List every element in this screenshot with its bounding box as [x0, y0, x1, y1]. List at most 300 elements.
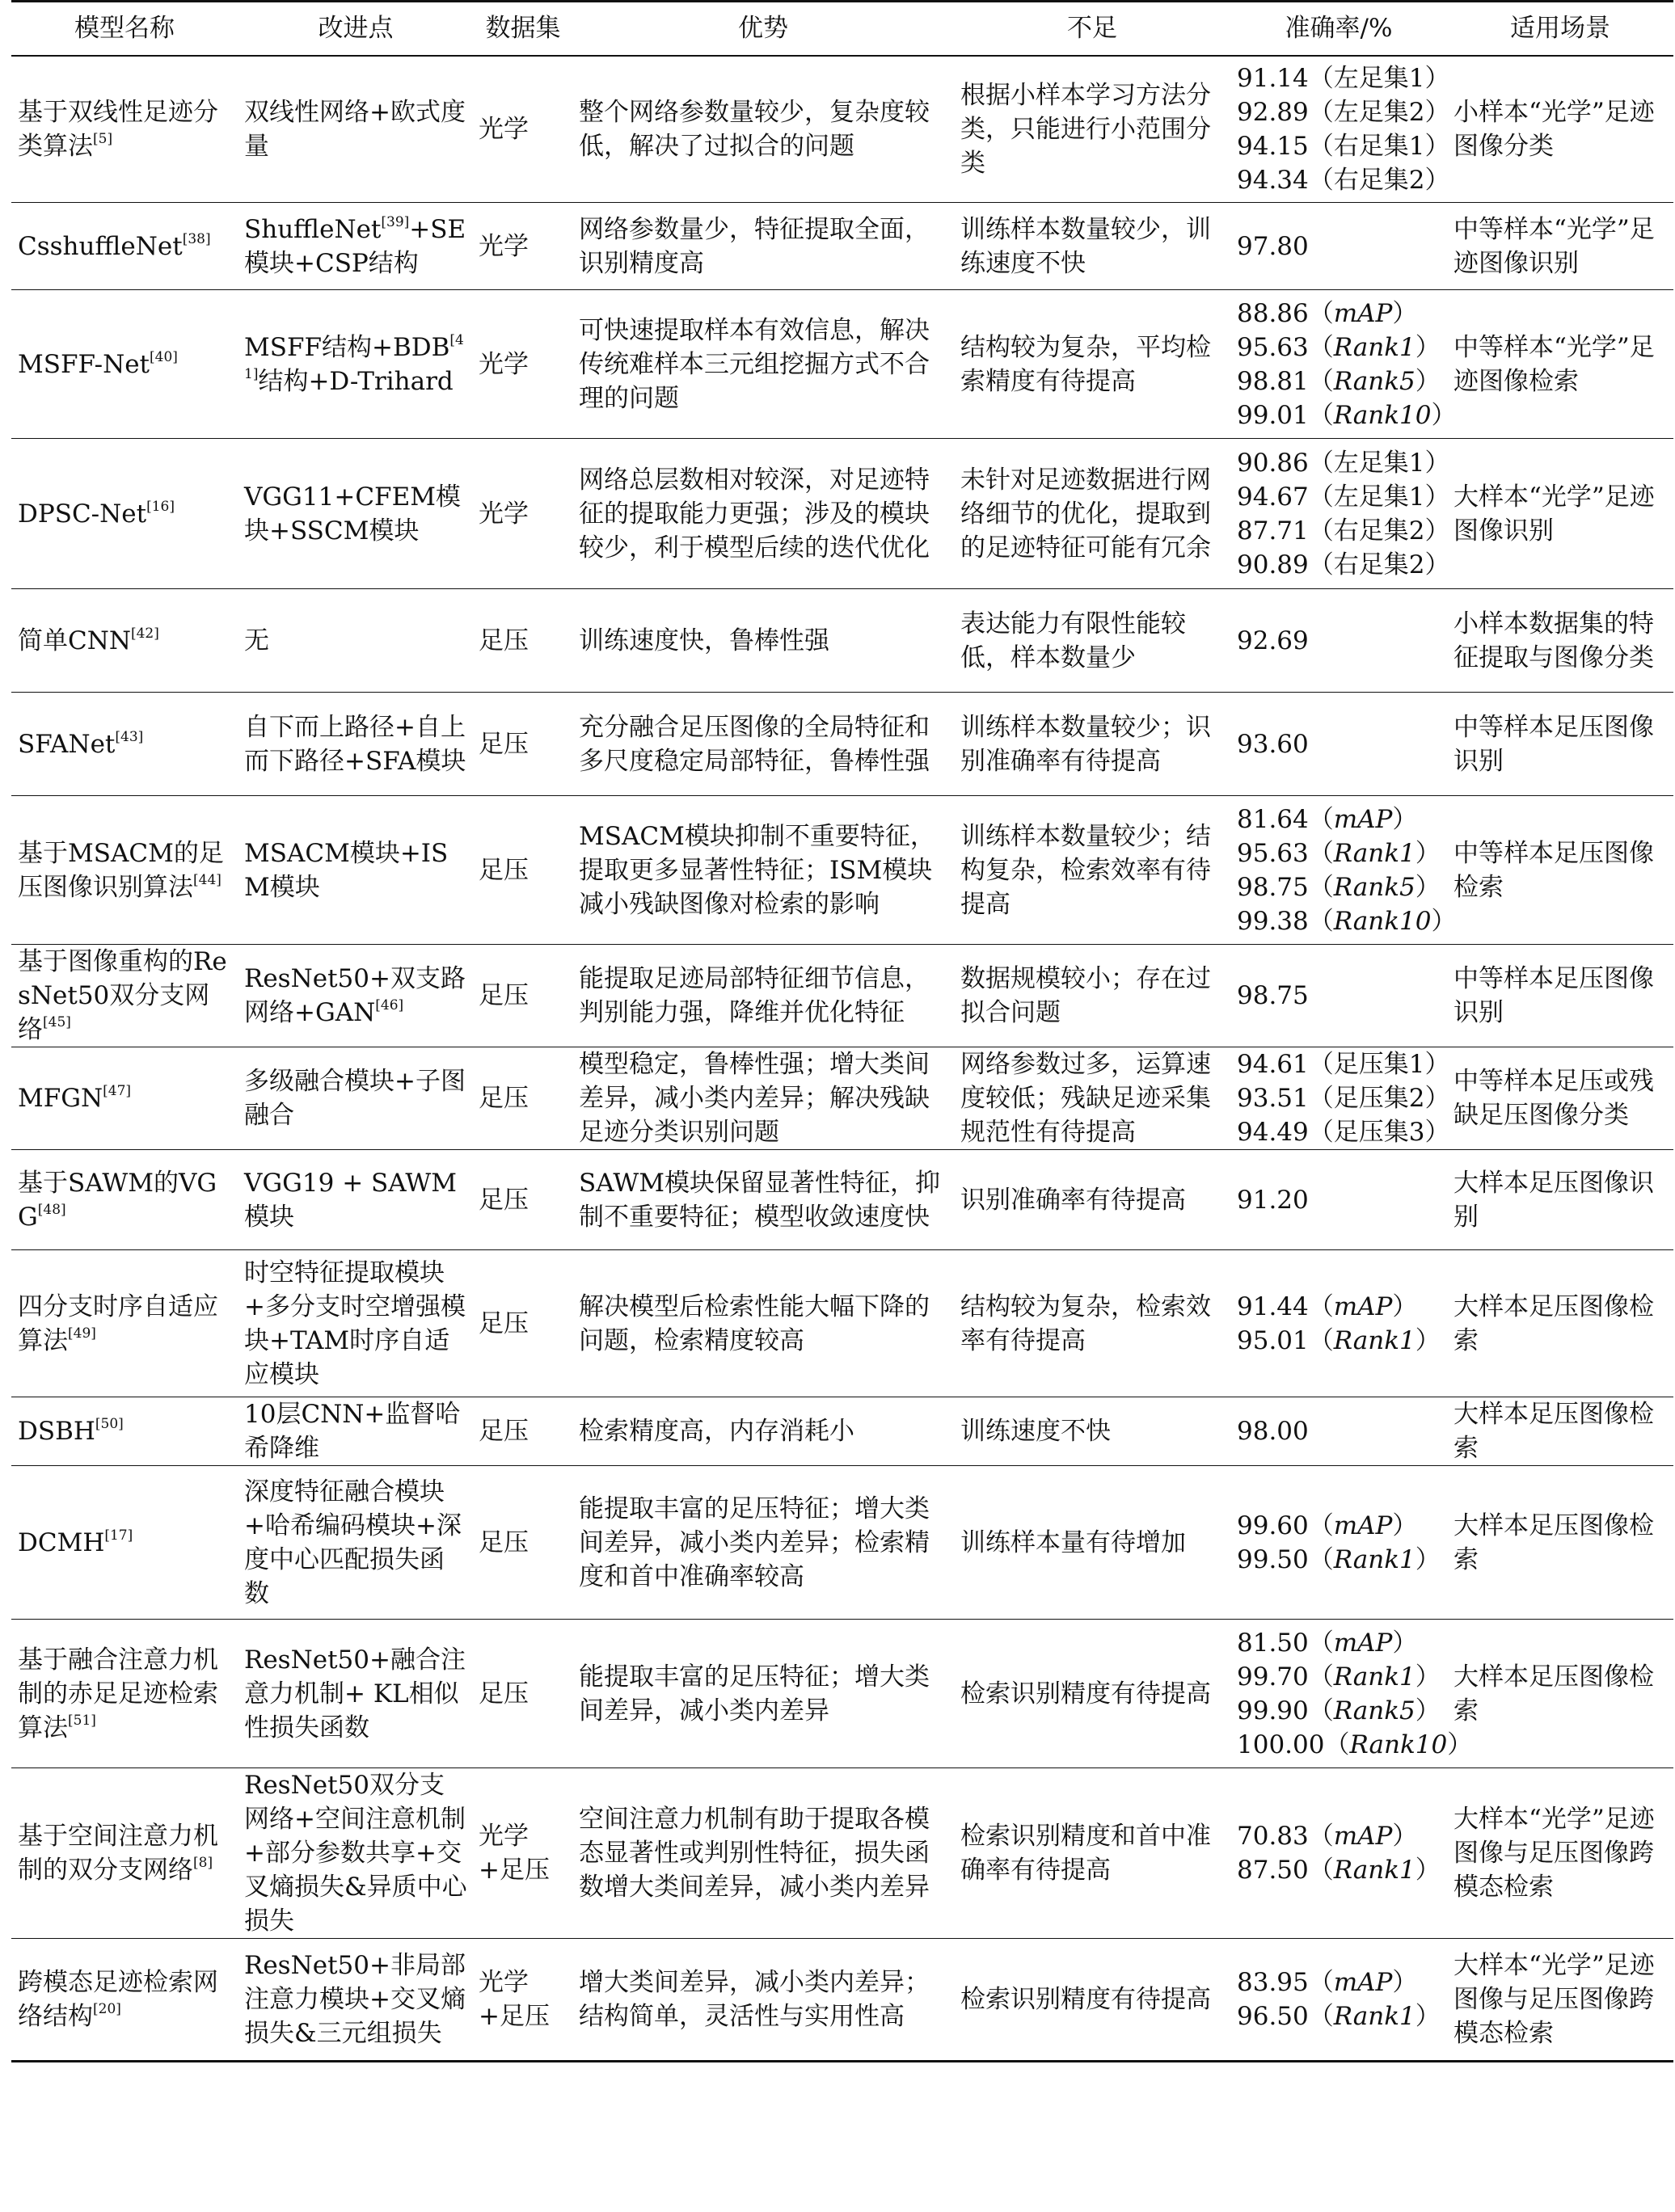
accuracy-paren: （ — [1308, 906, 1334, 936]
accuracy-label: 左足集1 — [1333, 448, 1425, 478]
accuracy-line — [1237, 904, 1457, 938]
improvement-text: 无 — [244, 626, 269, 655]
accuracy-paren: ） — [1431, 400, 1457, 430]
accuracy-line — [1237, 1819, 1441, 1853]
accuracy-label: mAP — [1333, 298, 1393, 328]
table-row — [11, 693, 1673, 796]
accuracy-paren: （ — [1308, 1628, 1334, 1658]
cell-improvement — [238, 1047, 474, 1150]
accuracy-paren: ） — [1415, 872, 1441, 902]
model-name: 跨模态足迹检索网络结构 — [18, 1968, 218, 2031]
cell-advantage: 网络参数量少，特征提取全面，识别精度高 — [572, 203, 954, 290]
cell-improvement — [238, 56, 474, 203]
accuracy-paren: （ — [1308, 1662, 1334, 1692]
table-row — [11, 589, 1673, 693]
accuracy-line — [1237, 727, 1441, 761]
cell-accuracy — [1230, 1768, 1447, 1939]
accuracy-line — [1237, 1966, 1441, 1999]
cell-shortcoming: 结构较为复杂，检索效率有待提高 — [954, 1250, 1230, 1397]
accuracy-label: Rank5 — [1333, 872, 1416, 902]
cell-model-name — [11, 439, 238, 589]
cell-dataset: 足压 — [474, 589, 572, 693]
cell-shortcoming: 根据小样本学习方法分类，只能进行小范围分类 — [954, 56, 1230, 203]
model-name: 基于双线性足迹分类算法 — [18, 97, 218, 161]
accuracy-line — [1237, 1660, 1441, 1694]
improvement-text: 多级融合模块+子图融合 — [244, 1067, 466, 1130]
cell-scenario: 大样本足压图像识别 — [1447, 1150, 1673, 1250]
cell-model-name — [11, 1150, 238, 1250]
cell-advantage: SAWM模块保留显著性特征，抑制不重要特征；模型收敛速度快 — [572, 1150, 954, 1250]
cell-model-name — [11, 589, 238, 693]
cell-model-name — [11, 203, 238, 290]
accuracy-paren: （ — [1308, 516, 1334, 546]
accuracy-paren: （ — [1324, 1730, 1350, 1759]
cell-advantage: 充分融合足压图像的全局特征和多尺度稳定局部特征，鲁棒性强 — [572, 693, 954, 796]
model-citation: [51] — [68, 1712, 96, 1729]
cell-advantage: 能提取丰富的足压特征；增大类间差异，减小类内差异 — [572, 1620, 954, 1768]
accuracy-line — [1237, 1853, 1441, 1887]
model-citation: [49] — [68, 1325, 96, 1342]
improvement-text: ResNet50+融合注意力机制+ KL相似性损失函数 — [244, 1645, 466, 1742]
cell-model-name — [11, 693, 238, 796]
accuracy-value: 92.69 — [1237, 626, 1309, 655]
accuracy-line — [1237, 1290, 1441, 1324]
accuracy-label: mAP — [1333, 1510, 1393, 1540]
accuracy-paren: （ — [1308, 131, 1334, 161]
accuracy-line — [1237, 1999, 1441, 2033]
cell-model-name — [11, 1397, 238, 1466]
accuracy-label: Rank10 — [1349, 1730, 1448, 1759]
header-dataset: 数据集 — [474, 2, 572, 56]
improvement-text: ResNet50双分支网络+空间注意机制+部分参数共享+交叉熵损失&异质中心损失 — [244, 1771, 467, 1936]
table-row — [11, 56, 1673, 203]
accuracy-paren: ） — [1392, 1628, 1418, 1658]
accuracy-paren: （ — [1308, 298, 1334, 328]
accuracy-line — [1237, 480, 1450, 514]
cell-shortcoming: 训练速度不快 — [954, 1397, 1230, 1466]
accuracy-line — [1237, 61, 1450, 95]
accuracy-paren: （ — [1308, 448, 1334, 478]
accuracy-paren: （ — [1308, 1696, 1334, 1725]
accuracy-paren: ） — [1415, 1662, 1441, 1692]
cell-advantage: 检索精度高，内存消耗小 — [572, 1397, 954, 1466]
cell-accuracy — [1230, 1620, 1473, 1768]
accuracy-paren: ） — [1415, 2002, 1441, 2031]
table-row — [11, 1150, 1673, 1250]
accuracy-paren: （ — [1308, 1856, 1334, 1885]
accuracy-paren: （ — [1308, 1084, 1334, 1113]
accuracy-value: 91.20 — [1237, 1185, 1309, 1215]
cell-model-name — [11, 1620, 238, 1768]
cell-shortcoming: 网络参数过多，运算速度较低；残缺足迹采集规范性有待提高 — [954, 1047, 1230, 1150]
cell-shortcoming: 检索识别精度有待提高 — [954, 1620, 1230, 1768]
accuracy-label: Rank1 — [1333, 332, 1416, 362]
improvement-text: MSFF结构+BDB — [244, 332, 450, 362]
cell-improvement — [238, 693, 474, 796]
model-name: MSFF-Net — [18, 349, 150, 379]
cell-model-name — [11, 1768, 238, 1939]
cell-accuracy — [1230, 56, 1450, 203]
model-citation: [20] — [93, 2001, 121, 2017]
accuracy-label: 足压集1 — [1333, 1050, 1425, 1079]
accuracy-paren: ） — [1392, 1510, 1418, 1540]
model-name: 基于SAWM的VGG — [18, 1168, 217, 1232]
cell-accuracy — [1230, 290, 1457, 439]
accuracy-value: 93.60 — [1237, 729, 1309, 759]
accuracy-paren: ） — [1431, 906, 1457, 936]
accuracy-value: 87.50 — [1237, 1856, 1309, 1885]
table-header-row — [11, 2, 1673, 56]
accuracy-value: 99.70 — [1237, 1662, 1309, 1692]
cell-shortcoming: 识别准确率有待提高 — [954, 1150, 1230, 1250]
model-name: 四分支时序自适应算法 — [18, 1291, 218, 1355]
improvement-text: ResNet50+双支路网络+GAN — [244, 964, 466, 1027]
cell-scenario: 中等样本足压图像识别 — [1447, 693, 1673, 796]
accuracy-label: mAP — [1333, 1628, 1393, 1658]
accuracy-line — [1237, 1324, 1441, 1358]
cell-scenario: 大样本足压图像检索 — [1447, 1250, 1673, 1397]
accuracy-value: 94.61 — [1237, 1050, 1309, 1079]
accuracy-line — [1237, 230, 1441, 263]
accuracy-label: 足压集2 — [1333, 1084, 1425, 1113]
accuracy-line — [1237, 624, 1441, 658]
accuracy-value: 93.51 — [1237, 1084, 1309, 1113]
improvement-text: MSACM模块+ISM模块 — [244, 838, 449, 902]
model-name: 基于空间注意力机制的双分支网络 — [18, 1822, 218, 1885]
table-row — [11, 1620, 1673, 1768]
accuracy-paren: ） — [1415, 1544, 1441, 1574]
accuracy-label: 左足集1 — [1333, 63, 1425, 93]
cell-advantage: 能提取丰富的足压特征；增大类间差异，减小类内差异；检索精度和首中准确率较高 — [572, 1466, 954, 1620]
cell-improvement — [238, 589, 474, 693]
cell-dataset: 光学+足压 — [474, 1939, 572, 2062]
cell-improvement — [238, 203, 474, 290]
model-citation: [17] — [104, 1527, 133, 1544]
cell-dataset: 足压 — [474, 1250, 572, 1397]
cell-improvement — [238, 1620, 474, 1768]
accuracy-line — [1237, 1509, 1441, 1543]
cell-scenario: 大样本“光学”足迹图像识别 — [1447, 439, 1673, 589]
accuracy-paren: ） — [1424, 63, 1450, 93]
accuracy-paren: ） — [1392, 804, 1418, 834]
improvement-text: 自下而上路径+自上而下路径+SFA模块 — [244, 712, 466, 776]
accuracy-paren: （ — [1308, 1050, 1334, 1079]
model-name: 简单CNN — [18, 626, 131, 655]
accuracy-value: 95.01 — [1237, 1325, 1309, 1355]
accuracy-value: 99.90 — [1237, 1696, 1309, 1725]
table-row — [11, 290, 1673, 439]
accuracy-paren: ） — [1447, 1730, 1473, 1759]
model-name: CsshuffleNet — [18, 231, 183, 261]
cell-dataset: 足压 — [474, 1047, 572, 1150]
model-name: 基于融合注意力机制的赤足足迹检索算法 — [18, 1645, 218, 1742]
improvement-text: 双线性网络+欧式度量 — [244, 97, 466, 161]
cell-shortcoming: 结构较为复杂，平均检索精度有待提高 — [954, 290, 1230, 439]
accuracy-value: 90.89 — [1237, 550, 1309, 579]
cell-dataset: 足压 — [474, 796, 572, 945]
accuracy-label: 右足集2 — [1333, 516, 1425, 546]
accuracy-paren: ） — [1392, 1968, 1418, 1997]
improvement-citation: [46] — [375, 997, 404, 1013]
cell-accuracy — [1230, 945, 1447, 1047]
cell-accuracy — [1230, 1150, 1447, 1250]
accuracy-paren: （ — [1308, 165, 1334, 195]
cell-scenario: 中等样本足压图像检索 — [1447, 796, 1673, 945]
accuracy-label: 右足集2 — [1333, 550, 1425, 579]
accuracy-value: 88.86 — [1237, 298, 1309, 328]
accuracy-paren: ） — [1424, 97, 1450, 127]
accuracy-paren: ） — [1392, 1291, 1418, 1321]
model-citation: [48] — [37, 1201, 66, 1218]
accuracy-value: 92.89 — [1237, 97, 1309, 127]
cell-advantage: MSACM模块抑制不重要特征，提取更多显著性特征；ISM模块减小残缺图像对检索的影响 — [572, 796, 954, 945]
accuracy-line — [1237, 514, 1450, 548]
accuracy-label: 右足集2 — [1333, 165, 1425, 195]
cell-shortcoming: 数据规模较小；存在过拟合问题 — [954, 945, 1230, 1047]
improvement-text: VGG19 + SAWM模块 — [244, 1168, 458, 1232]
accuracy-label: Rank5 — [1333, 366, 1416, 396]
model-name: SFANet — [18, 729, 116, 759]
improvement-text: VGG11+CFEM模块+SSCM模块 — [244, 482, 461, 546]
improvement-citation: [39] — [381, 213, 410, 230]
accuracy-line — [1237, 129, 1450, 163]
accuracy-paren: （ — [1308, 332, 1334, 362]
cell-scenario: 大样本足压图像检索 — [1447, 1620, 1673, 1768]
cell-advantage: 网络总层数相对较深，对足迹特征的提取能力更强；涉及的模块较少，利于模型后续的迭代优化 — [572, 439, 954, 589]
accuracy-line — [1237, 95, 1450, 129]
cell-improvement — [238, 439, 474, 589]
accuracy-line — [1237, 1694, 1441, 1728]
cell-improvement — [238, 1150, 474, 1250]
accuracy-paren: （ — [1308, 2002, 1334, 2031]
cell-accuracy — [1230, 1250, 1447, 1397]
accuracy-paren: ） — [1424, 516, 1450, 546]
cell-scenario: 大样本足压图像检索 — [1447, 1397, 1673, 1466]
accuracy-line — [1237, 803, 1441, 836]
model-citation: [44] — [193, 871, 222, 888]
cell-advantage: 解决模型后检索性能大幅下降的问题，检索精度较高 — [572, 1250, 954, 1397]
accuracy-line — [1237, 297, 1441, 331]
model-citation: [47] — [103, 1083, 132, 1099]
improvement-citation: [41] — [244, 331, 464, 382]
cell-improvement — [238, 945, 474, 1047]
accuracy-value: 94.67 — [1237, 482, 1309, 512]
accuracy-paren: ） — [1392, 298, 1418, 328]
accuracy-paren: ） — [1415, 838, 1441, 868]
cell-dataset: 光学 — [474, 439, 572, 589]
table-row — [11, 796, 1673, 945]
accuracy-value: 91.14 — [1237, 63, 1309, 93]
cell-accuracy — [1230, 1466, 1447, 1620]
accuracy-value: 95.63 — [1237, 332, 1309, 362]
accuracy-value: 100.00 — [1237, 1730, 1325, 1759]
cell-dataset: 足压 — [474, 693, 572, 796]
cell-advantage: 整个网络参数量较少，复杂度较低，解决了过拟合的问题 — [572, 56, 954, 203]
cell-shortcoming: 未针对足迹数据进行网络细节的优化，提取到的足迹特征可能有冗余 — [954, 439, 1230, 589]
table-row — [11, 945, 1673, 1047]
cell-shortcoming: 表达能力有限性能较低，样本数量少 — [954, 589, 1230, 693]
accuracy-paren: ） — [1424, 165, 1450, 195]
accuracy-value: 99.60 — [1237, 1510, 1309, 1540]
accuracy-value: 70.83 — [1237, 1822, 1309, 1851]
cell-dataset: 足压 — [474, 1620, 572, 1768]
accuracy-value: 90.86 — [1237, 448, 1309, 478]
model-citation: [5] — [93, 130, 113, 147]
accuracy-paren: ） — [1424, 482, 1450, 512]
accuracy-line — [1237, 1414, 1441, 1448]
accuracy-paren: （ — [1308, 872, 1334, 902]
accuracy-paren: （ — [1308, 366, 1334, 396]
table-row — [11, 1397, 1673, 1466]
cell-improvement — [238, 796, 474, 945]
improvement-text: 深度特征融合模块+哈希编码模块+深度中心匹配损失函数 — [244, 1477, 462, 1608]
header-improvement: 改进点 — [238, 2, 474, 56]
accuracy-paren: ） — [1415, 1696, 1441, 1725]
accuracy-value: 83.95 — [1237, 1968, 1309, 1997]
cell-advantage: 训练速度快，鲁棒性强 — [572, 589, 954, 693]
cell-model-name — [11, 796, 238, 945]
cell-shortcoming: 检索识别精度有待提高 — [954, 1939, 1230, 2062]
accuracy-value: 91.44 — [1237, 1291, 1309, 1321]
cell-scenario: 中等样本足压图像识别 — [1447, 945, 1673, 1047]
accuracy-label: Rank10 — [1333, 400, 1432, 430]
improvement-text: ShuffleNet — [244, 214, 382, 244]
cell-scenario: 中等样本“光学”足迹图像检索 — [1447, 290, 1673, 439]
cell-scenario: 中等样本“光学”足迹图像识别 — [1447, 203, 1673, 290]
model-citation: [50] — [95, 1416, 124, 1432]
accuracy-value: 99.50 — [1237, 1544, 1309, 1574]
cell-accuracy — [1230, 796, 1457, 945]
accuracy-value: 94.34 — [1237, 165, 1309, 195]
table-row — [11, 439, 1673, 589]
model-name: 基于图像重构的ResNet50双分支网络 — [18, 947, 227, 1044]
cell-scenario: 小样本“光学”足迹图像分类 — [1447, 56, 1673, 203]
improvement-text: ResNet50+非局部注意力模块+交叉熵损失&三元组损失 — [244, 1951, 466, 2048]
accuracy-line — [1237, 1115, 1450, 1149]
model-name: 基于MSACM的足压图像识别算法 — [18, 838, 224, 902]
accuracy-paren: ） — [1424, 1050, 1450, 1079]
table-row — [11, 1250, 1673, 1397]
cell-advantage: 可快速提取样本有效信息，解决传统难样本三元组挖掘方式不合理的问题 — [572, 290, 954, 439]
cell-dataset: 光学 — [474, 203, 572, 290]
accuracy-line — [1237, 163, 1450, 197]
accuracy-paren: ） — [1424, 131, 1450, 161]
accuracy-value: 97.80 — [1237, 231, 1309, 261]
cell-improvement — [238, 1768, 474, 1939]
cell-improvement — [238, 1397, 474, 1466]
cell-dataset: 光学+足压 — [474, 1768, 572, 1939]
cell-scenario: 小样本数据集的特征提取与图像分类 — [1447, 589, 1673, 693]
accuracy-paren: （ — [1308, 838, 1334, 868]
cell-model-name — [11, 945, 238, 1047]
accuracy-paren: （ — [1308, 1968, 1334, 1997]
accuracy-label: Rank1 — [1333, 1544, 1416, 1574]
cell-shortcoming: 检索识别精度和首中准确率有待提高 — [954, 1768, 1230, 1939]
cell-shortcoming: 训练样本量有待增加 — [954, 1466, 1230, 1620]
cell-accuracy — [1230, 1047, 1450, 1150]
improvement-text: 时空特征提取模块+多分支时空增强模块+TAM时序自适应模块 — [244, 1258, 466, 1389]
cell-advantage: 空间注意力机制有助于提取各模态显著性或判别性特征，损失函数增大类间差异，减小类内差异 — [572, 1768, 954, 1939]
accuracy-paren: ） — [1415, 1856, 1441, 1885]
model-citation: [40] — [150, 348, 178, 365]
accuracy-line — [1237, 1728, 1473, 1762]
cell-dataset: 光学 — [474, 290, 572, 439]
accuracy-paren: （ — [1308, 1118, 1334, 1147]
table-row — [11, 1939, 1673, 2062]
accuracy-paren: （ — [1308, 97, 1334, 127]
accuracy-line — [1237, 979, 1441, 1013]
accuracy-paren: （ — [1308, 63, 1334, 93]
accuracy-line — [1237, 1081, 1450, 1115]
accuracy-value: 99.01 — [1237, 400, 1309, 430]
table-row — [11, 1466, 1673, 1620]
accuracy-label: mAP — [1333, 1968, 1393, 1997]
cell-scenario: 大样本“光学”足迹图像与足压图像跨模态检索 — [1447, 1939, 1673, 2062]
accuracy-value: 81.50 — [1237, 1628, 1309, 1658]
accuracy-value: 98.81 — [1237, 366, 1309, 396]
accuracy-paren: ） — [1424, 1118, 1450, 1147]
accuracy-value: 98.75 — [1237, 872, 1309, 902]
accuracy-value: 94.15 — [1237, 131, 1309, 161]
cell-model-name — [11, 56, 238, 203]
accuracy-paren: （ — [1308, 1291, 1334, 1321]
accuracy-line — [1237, 836, 1441, 870]
cell-improvement — [238, 1466, 474, 1620]
table-body — [11, 56, 1673, 2062]
accuracy-value: 94.49 — [1237, 1118, 1309, 1147]
model-citation: [43] — [115, 728, 144, 745]
accuracy-line — [1237, 1543, 1441, 1577]
accuracy-paren: ） — [1424, 448, 1450, 478]
accuracy-label: 右足集1 — [1333, 131, 1425, 161]
accuracy-label: Rank1 — [1333, 838, 1416, 868]
accuracy-value: 98.75 — [1237, 981, 1309, 1010]
accuracy-line — [1237, 364, 1441, 398]
accuracy-label: Rank1 — [1333, 2002, 1416, 2031]
accuracy-line — [1237, 1047, 1450, 1081]
model-name: MFGN — [18, 1084, 103, 1113]
accuracy-label: Rank1 — [1333, 1325, 1416, 1355]
cell-shortcoming: 训练样本数量较少，训练速度不快 — [954, 203, 1230, 290]
cell-scenario: 大样本足压图像检索 — [1447, 1466, 1673, 1620]
cell-accuracy — [1230, 1397, 1447, 1466]
cell-model-name — [11, 1939, 238, 2062]
accuracy-label: mAP — [1333, 804, 1393, 834]
accuracy-paren: ） — [1415, 366, 1441, 396]
cell-scenario: 大样本“光学”足迹图像与足压图像跨模态检索 — [1447, 1768, 1673, 1939]
cell-advantage: 能提取足迹局部特征细节信息，判别能力强，降维并优化特征 — [572, 945, 954, 1047]
cell-scenario: 中等样本足压或残缺足压图像分类 — [1447, 1047, 1673, 1150]
accuracy-paren: （ — [1308, 1822, 1334, 1851]
accuracy-paren: （ — [1308, 482, 1334, 512]
accuracy-label: 左足集2 — [1333, 97, 1425, 127]
accuracy-line — [1237, 446, 1450, 480]
header-shortcoming: 不足 — [954, 2, 1230, 56]
table-row — [11, 203, 1673, 290]
accuracy-value: 96.50 — [1237, 2002, 1309, 2031]
cell-improvement — [238, 1939, 474, 2062]
accuracy-paren: ） — [1424, 550, 1450, 579]
model-name: DSBH — [18, 1417, 95, 1446]
model-citation: [45] — [43, 1014, 71, 1030]
accuracy-paren: ） — [1415, 332, 1441, 362]
cell-accuracy — [1230, 203, 1447, 290]
accuracy-paren: （ — [1308, 550, 1334, 579]
accuracy-paren: （ — [1308, 1510, 1334, 1540]
cell-shortcoming: 训练样本数量较少；结构复杂，检索效率有待提高 — [954, 796, 1230, 945]
cell-improvement — [238, 1250, 474, 1397]
accuracy-label: mAP — [1333, 1291, 1393, 1321]
